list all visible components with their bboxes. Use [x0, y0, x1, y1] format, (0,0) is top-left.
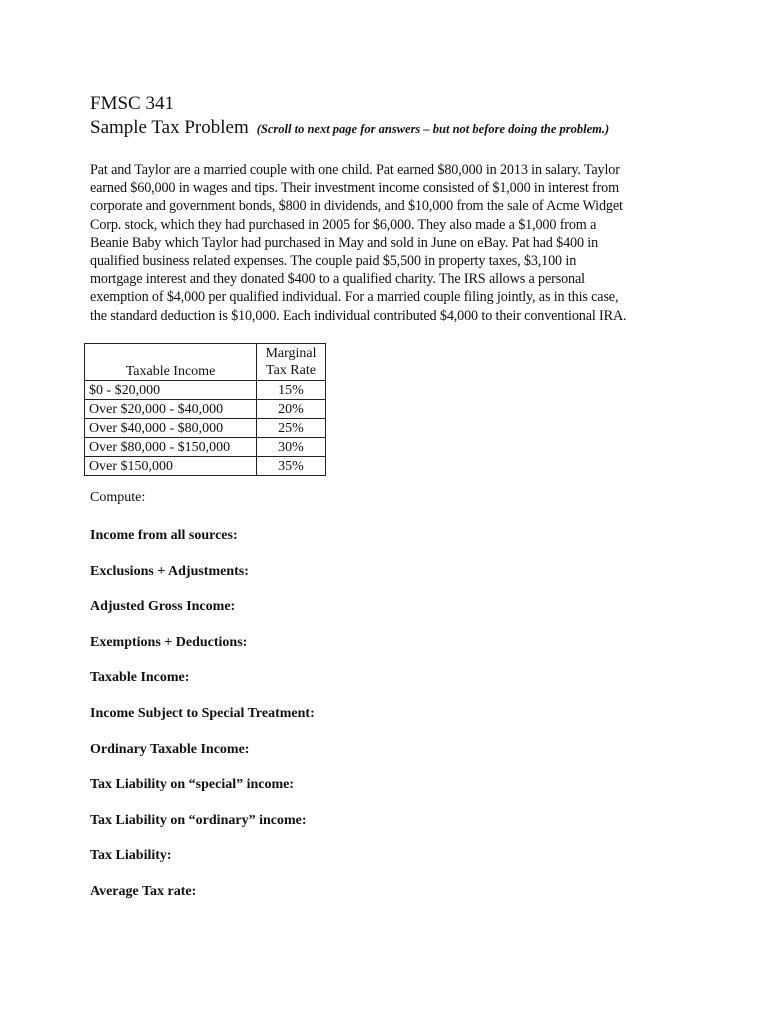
list-item: Tax Liability:	[90, 848, 172, 864]
document-page	[89, 92, 690, 899]
marginal-rate: 25%	[257, 419, 326, 438]
problem-line: exemption of $4,000 per qualified individual. For a married couple filing jointly, as in this case,	[90, 289, 619, 306]
header-taxable-income: Taxable Income	[85, 344, 257, 381]
income-bracket: Over $150,000	[85, 457, 257, 476]
problem-statement	[90, 161, 690, 325]
problem-line: Beanie Baby which Taylor had purchased in May and sold in June on eBay. Pat had $400 in	[90, 234, 599, 251]
income-bracket: $0 - $20,000	[85, 381, 257, 400]
problem-line: Pat and Taylor are a married couple with one child. Pat earned $80,000 in 2013 in salary. Taylor	[90, 162, 620, 178]
table-header-row	[85, 344, 326, 381]
income-bracket: Over $20,000 - $40,000	[85, 400, 257, 419]
table-row	[85, 438, 326, 457]
marginal-rate: 30%	[257, 438, 326, 457]
problem-line: mortgage interest and they donated $400 to a qualified charity. The IRS allows a personal	[90, 271, 585, 288]
header-rate-line: Marginal	[265, 346, 317, 361]
tax-rate-table	[84, 343, 326, 476]
list-item: Ordinary Taxable Income:	[90, 741, 250, 757]
header-marginal-rate	[257, 344, 326, 381]
compute-list	[90, 527, 315, 919]
problem-line: the standard deduction is $10,000. Each individual contributed $4,000 to their conventional IRA.	[90, 307, 627, 324]
course-code: FMSC 341	[90, 93, 174, 114]
table-row	[85, 457, 326, 476]
list-item: Income Subject to Special Treatment:	[90, 705, 315, 721]
list-item: Taxable Income:	[90, 670, 190, 686]
marginal-rate: 20%	[257, 400, 326, 419]
problem-line: qualified business related expenses. The couple paid $5,500 in property taxes, $3,100 in	[90, 253, 577, 270]
income-bracket: Over $40,000 - $80,000	[85, 419, 257, 438]
compute-label: Compute:	[90, 490, 146, 505]
problem-line: earned $60,000 in wages and tips. Their investment income consisted of $1,000 in interest from	[90, 180, 619, 197]
title-note: (Scroll to next page for answers – but not before doing the problem.)	[256, 122, 610, 136]
problem-line: Corp. stock, which they had purchased in 2005 for $6,000. They also made a $1,000 from a	[90, 216, 597, 233]
income-bracket: Over $80,000 - $150,000	[85, 438, 257, 457]
list-item: Exclusions + Adjustments:	[90, 563, 249, 579]
list-item: Exemptions + Deductions:	[90, 634, 248, 650]
marginal-rate: 15%	[257, 381, 326, 400]
table-row	[85, 381, 326, 400]
list-item: Tax Liability on “special” income:	[90, 777, 295, 793]
problem-line: corporate and government bonds, $800 in dividends, and $10,000 from the sale of Acme Widget	[90, 198, 623, 215]
header-rate-line: Tax Rate	[266, 363, 316, 378]
table-row	[85, 400, 326, 419]
table-row	[85, 419, 326, 438]
page-title: Sample Tax Problem	[90, 117, 249, 138]
title-line	[90, 116, 690, 141]
marginal-rate: 35%	[257, 457, 326, 476]
list-item: Income from all sources:	[90, 528, 238, 543]
list-item: Tax Liability on “ordinary” income:	[90, 812, 307, 828]
list-item: Average Tax rate:	[90, 883, 197, 899]
list-item: Adjusted Gross Income:	[90, 599, 236, 615]
